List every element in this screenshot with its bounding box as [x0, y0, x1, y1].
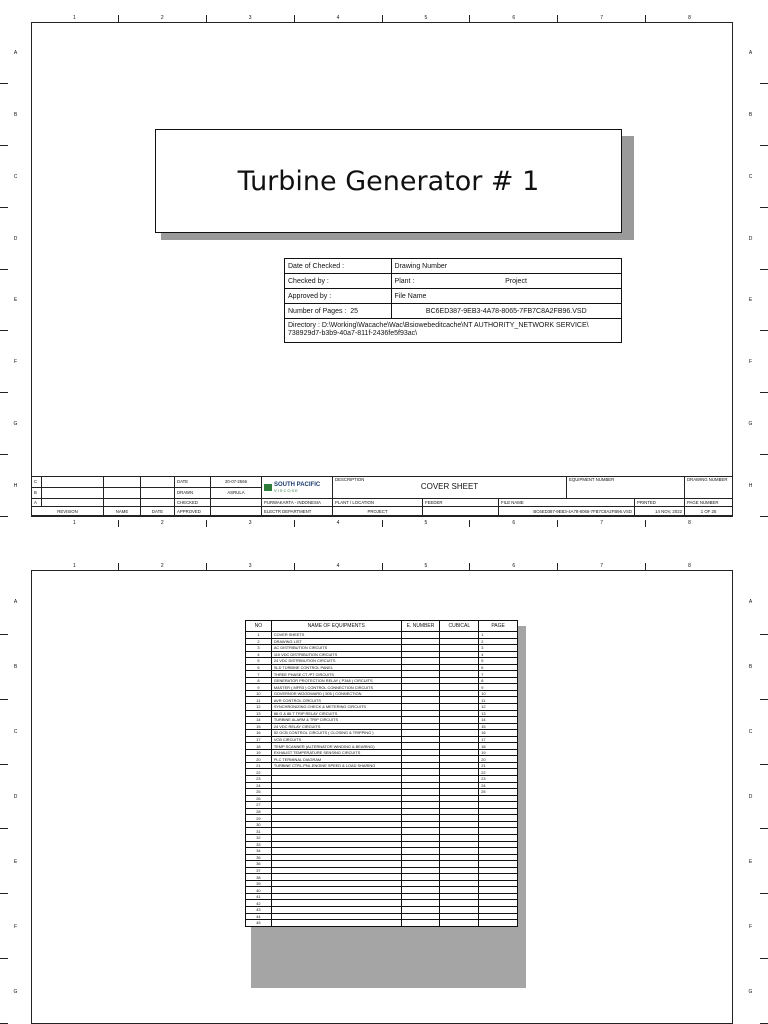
row-number: 36 [246, 861, 272, 868]
row-number: 10 [246, 690, 272, 697]
page-number: 4 [479, 651, 518, 658]
equipment-name: SLD TURBINE CONTROL PANEL [271, 664, 401, 671]
equipment-name: 52 GCB CONTROL CIRCUITS ( CLOSING & TRIPPING ) [271, 730, 401, 737]
page-number: 10 [479, 690, 518, 697]
project-label: Project [502, 274, 621, 289]
page-number: 1 [479, 632, 518, 639]
row-number: 43 [246, 906, 272, 913]
column-labels-bottom [31, 520, 733, 527]
equipment-name: 24 VDC RELAY CIRCUITS [271, 723, 401, 730]
date-checked-label: Date of Checked : [285, 259, 392, 274]
column-label: 7 [558, 563, 646, 570]
page-number: 25 [479, 789, 518, 796]
page-number: 20 [479, 756, 518, 763]
row-number: 23 [246, 776, 272, 783]
row-number: 1 [246, 632, 272, 639]
column-label: 5 [383, 563, 471, 570]
equipment-name: AVR CONTROL CIRCUITS [271, 697, 401, 704]
rev-row-a: A [32, 498, 42, 507]
row-label: H [733, 455, 768, 517]
title-block [31, 476, 733, 516]
page-number: 5 [479, 658, 518, 665]
row-labels-left [0, 22, 31, 517]
row-number: 28 [246, 808, 272, 815]
directory-value: D:\Working\Wacache\Wac\Bsiowebeditcache\NT AUTHORITY_NETWORK SERVICE\ 738929d7-b3b9-40a7-811f-2436fe5f93ac\ [288, 322, 589, 337]
page-number: 12 [479, 704, 518, 711]
page-number: 13 [479, 710, 518, 717]
column-label: 7 [558, 520, 646, 527]
column-labels-top [31, 15, 733, 22]
drawing-number-label-tb: DRAWING NUMBER [685, 477, 733, 499]
drawing-list-page [0, 548, 768, 1024]
printed-value: 14 NOV, 2022 [635, 507, 685, 516]
pages-label: Number of Pages : [288, 307, 347, 315]
drawn-label: DRAWN [175, 487, 211, 498]
column-label: 8 [688, 520, 691, 526]
row-label: E [733, 270, 768, 332]
department: ELECTR DEPARTMENT [262, 507, 333, 516]
drawing-list-header: E. NUMBER [401, 621, 440, 632]
row-number: 13 [246, 710, 272, 717]
column-label: 2 [119, 563, 207, 570]
equipment-name: GENERATOR PROTECTION RELAY ( P348 ) CIRCUITS [271, 677, 401, 684]
row-number: 16 [246, 730, 272, 737]
row-number: 30 [246, 821, 272, 828]
equipment-name: 86 G & 86 T TRIP RELAY CIRCUITS [271, 710, 401, 717]
row-number: 15 [246, 723, 272, 730]
column-label: 3 [207, 520, 295, 527]
drawn-value: ASRULA [211, 487, 262, 498]
row-label: G [0, 959, 31, 1024]
row-number: 26 [246, 795, 272, 802]
page-number: 11 [479, 697, 518, 704]
row-number: 39 [246, 880, 272, 887]
equipment-name: EXHAUST TEMPERATURE SENSING CIRCUITS [271, 749, 401, 756]
page-number-label: PAGE NUMBER [685, 498, 733, 507]
revision-label: REVISION [32, 507, 104, 516]
drawing-title: Turbine Generator # 1 [155, 129, 622, 233]
row-label: D [733, 208, 768, 270]
column-label: 1 [31, 520, 119, 527]
description-label: DESCRIPTION [335, 477, 365, 482]
row-number: 19 [246, 749, 272, 756]
row-number: 45 [246, 920, 272, 927]
plant-location-label: PLANT / LOCATION [333, 498, 423, 507]
column-label: 4 [295, 520, 383, 527]
row-label: G [0, 393, 31, 455]
file-name-label-tb: FILE NAME [499, 498, 635, 507]
page-number-value: 1 OF 25 [685, 507, 733, 516]
row-number: 32 [246, 834, 272, 841]
page-number: 16 [479, 730, 518, 737]
cubical [440, 920, 479, 927]
e-number [401, 920, 440, 927]
drawing-list-header: NAME OF EQUIPMENTS [271, 621, 401, 632]
drawing-list-header: NO [246, 621, 272, 632]
company-name: SOUTH PACIFIC [274, 481, 321, 488]
page-number: 3 [479, 645, 518, 652]
page-number: 7 [479, 671, 518, 678]
rev-row-c: C [32, 477, 42, 488]
drawing-info-table [284, 258, 622, 343]
table-row [246, 920, 518, 927]
feeder-label: FEEDER [423, 498, 499, 507]
date-value: 20-07-2566 [211, 477, 262, 488]
row-number: 4 [246, 651, 272, 658]
drawing-list-header: PAGE [479, 621, 518, 632]
page-number: 17 [479, 736, 518, 743]
equipment-name: TURBINE ALARM & TRIP CIRCUITS [271, 717, 401, 724]
column-label: 1 [31, 15, 119, 22]
row-number: 7 [246, 671, 272, 678]
row-number: 14 [246, 717, 272, 724]
row-number: 3 [246, 645, 272, 652]
equipment-name: MASTER ( MFR3 ) CONTROL CONNECTION CIRCUITS [271, 684, 401, 691]
row-label: B [733, 84, 768, 146]
column-label: 6 [470, 520, 558, 527]
row-number: 27 [246, 802, 272, 809]
row-number: 17 [246, 736, 272, 743]
page-number [479, 920, 518, 927]
drawing-number-label: Drawing Number [391, 259, 621, 274]
name-label: NAME [104, 507, 141, 516]
row-number: 20 [246, 756, 272, 763]
row-number: 38 [246, 874, 272, 881]
row-number: 18 [246, 743, 272, 750]
row-number: 29 [246, 815, 272, 822]
equipment-name: TURBINE CTRL.PNL.ENGINE SPEED & LOAD SHARING [271, 762, 401, 769]
row-label: C [0, 700, 31, 765]
equipment-name: 24 VDC DISTRIBUTION CIRCUITS [271, 658, 401, 665]
row-label: E [0, 270, 31, 332]
row-number: 37 [246, 867, 272, 874]
row-label: B [0, 635, 31, 700]
row-label: C [733, 146, 768, 208]
column-label: 8 [688, 15, 691, 21]
directory-label: Directory : [288, 322, 320, 329]
row-number: 22 [246, 769, 272, 776]
description-value: COVER SHEET [420, 482, 479, 491]
row-labels-right [733, 22, 768, 517]
equipment-name: COVER SHEETS [271, 632, 401, 639]
checked-by-label: Checked by : [285, 274, 392, 289]
row-label: F [733, 894, 768, 959]
page-number: 22 [479, 769, 518, 776]
column-label: 7 [558, 15, 646, 22]
equipment-name: SYNCHRONIZING CHECK & METERING CIRCUITS [271, 704, 401, 711]
row-number: 25 [246, 789, 272, 796]
column-label: 5 [383, 520, 471, 527]
column-label: 8 [688, 563, 691, 569]
page-number: 23 [479, 776, 518, 783]
equipment-name: DRAWING LIST [271, 638, 401, 645]
page-number: 9 [479, 684, 518, 691]
equipment-name: PLC TERMINAL DIAGRAM [271, 756, 401, 763]
row-label: G [733, 393, 768, 455]
address: PURWAKARTA - INDONESIA [262, 498, 333, 507]
equipment-name: TEMP SCANNER (ALTERNATOR WINDING & BEARING) [271, 743, 401, 750]
row-number: 42 [246, 900, 272, 907]
file-name-value: BC6ED387-9EB3-4A78-8065-7FB7C8A2FB96.VSD [391, 304, 621, 319]
column-labels-top-2 [31, 563, 733, 570]
equipment-name: VCB CIRCUITS [271, 736, 401, 743]
row-label: E [733, 829, 768, 894]
row-label: B [0, 84, 31, 146]
row-label: A [0, 570, 31, 635]
drawing-list-header: CUBICAL [440, 621, 479, 632]
row-number: 31 [246, 828, 272, 835]
pages-value: 25 [350, 307, 359, 315]
file-name-value-tb: BC6ED387-9EB3-4A78-8065-7FB7C8A2FB96.VSD [499, 507, 635, 516]
checked-label: CHECKED [175, 498, 211, 507]
page-number: 19 [479, 749, 518, 756]
row-label: G [733, 959, 768, 1024]
column-label: 3 [207, 563, 295, 570]
row-label: H [0, 455, 31, 517]
row-number: 34 [246, 848, 272, 855]
printed-label: PRINTED [635, 498, 685, 507]
column-label: 5 [383, 15, 471, 22]
row-number: 12 [246, 704, 272, 711]
column-label: 6 [470, 563, 558, 570]
plant-location-value: PROJECT [333, 507, 423, 516]
row-number: 5 [246, 658, 272, 665]
row-label: B [733, 635, 768, 700]
column-label: 2 [119, 520, 207, 527]
column-label: 1 [31, 563, 119, 570]
row-number: 24 [246, 782, 272, 789]
directory-cell [285, 319, 622, 343]
equipment-name [271, 920, 401, 927]
row-label: D [733, 765, 768, 830]
page-number: 14 [479, 717, 518, 724]
row-number: 6 [246, 664, 272, 671]
approved-label: APPROVED [175, 507, 211, 516]
company-logo-icon [264, 484, 272, 491]
row-label: A [0, 22, 31, 84]
file-name-label: File Name [391, 289, 621, 304]
page-number: 8 [479, 677, 518, 684]
company-logo [262, 477, 333, 499]
equipment-name: GOVERNOR WOODWARD ( 505 ) CONNECTION [271, 690, 401, 697]
row-number: 35 [246, 854, 272, 861]
equipment-number-label: EQUIPMENT NUMBER [567, 477, 685, 499]
page-number: 6 [479, 664, 518, 671]
description-cell [333, 477, 567, 499]
plant-label: Plant : [391, 274, 502, 289]
row-labels-left-2 [0, 570, 31, 1024]
row-number: 9 [246, 684, 272, 691]
company-sub: VISCOSE [274, 487, 299, 493]
column-label: 4 [295, 563, 383, 570]
row-label: C [0, 146, 31, 208]
approved-by-label: Approved by : [285, 289, 392, 304]
column-label: 3 [207, 15, 295, 22]
row-label: E [0, 829, 31, 894]
row-label: F [0, 894, 31, 959]
row-number: 44 [246, 913, 272, 920]
row-number: 40 [246, 887, 272, 894]
pages-cell [285, 304, 392, 319]
page-number: 15 [479, 723, 518, 730]
column-label: 2 [119, 15, 207, 22]
date-label: DATE [175, 477, 211, 488]
equipment-name: AC DISTRIBUTION CIRCUITS [271, 645, 401, 652]
page-number: 18 [479, 743, 518, 750]
row-label: A [733, 22, 768, 84]
row-label: D [0, 208, 31, 270]
row-labels-right-2 [733, 570, 768, 1024]
row-label: F [733, 331, 768, 393]
page-number: 24 [479, 782, 518, 789]
column-label: 6 [470, 15, 558, 22]
row-label: A [733, 570, 768, 635]
row-number: 21 [246, 762, 272, 769]
page-number: 2 [479, 638, 518, 645]
rev-row-b: B [32, 487, 42, 498]
row-number: 11 [246, 697, 272, 704]
drawing-list-table [245, 620, 518, 927]
row-number: 33 [246, 841, 272, 848]
row-label: F [0, 331, 31, 393]
equipment-name: 110 VDC DISTRIBUTION CIRCUITS [271, 651, 401, 658]
page-number: 21 [479, 762, 518, 769]
row-number: 2 [246, 638, 272, 645]
date-col-label: DATE [141, 507, 175, 516]
row-label: C [733, 700, 768, 765]
row-number: 41 [246, 893, 272, 900]
row-label: D [0, 765, 31, 830]
column-label: 4 [295, 15, 383, 22]
equipment-name: THREE PHASE CT /PT CIRCUITS [271, 671, 401, 678]
row-number: 8 [246, 677, 272, 684]
